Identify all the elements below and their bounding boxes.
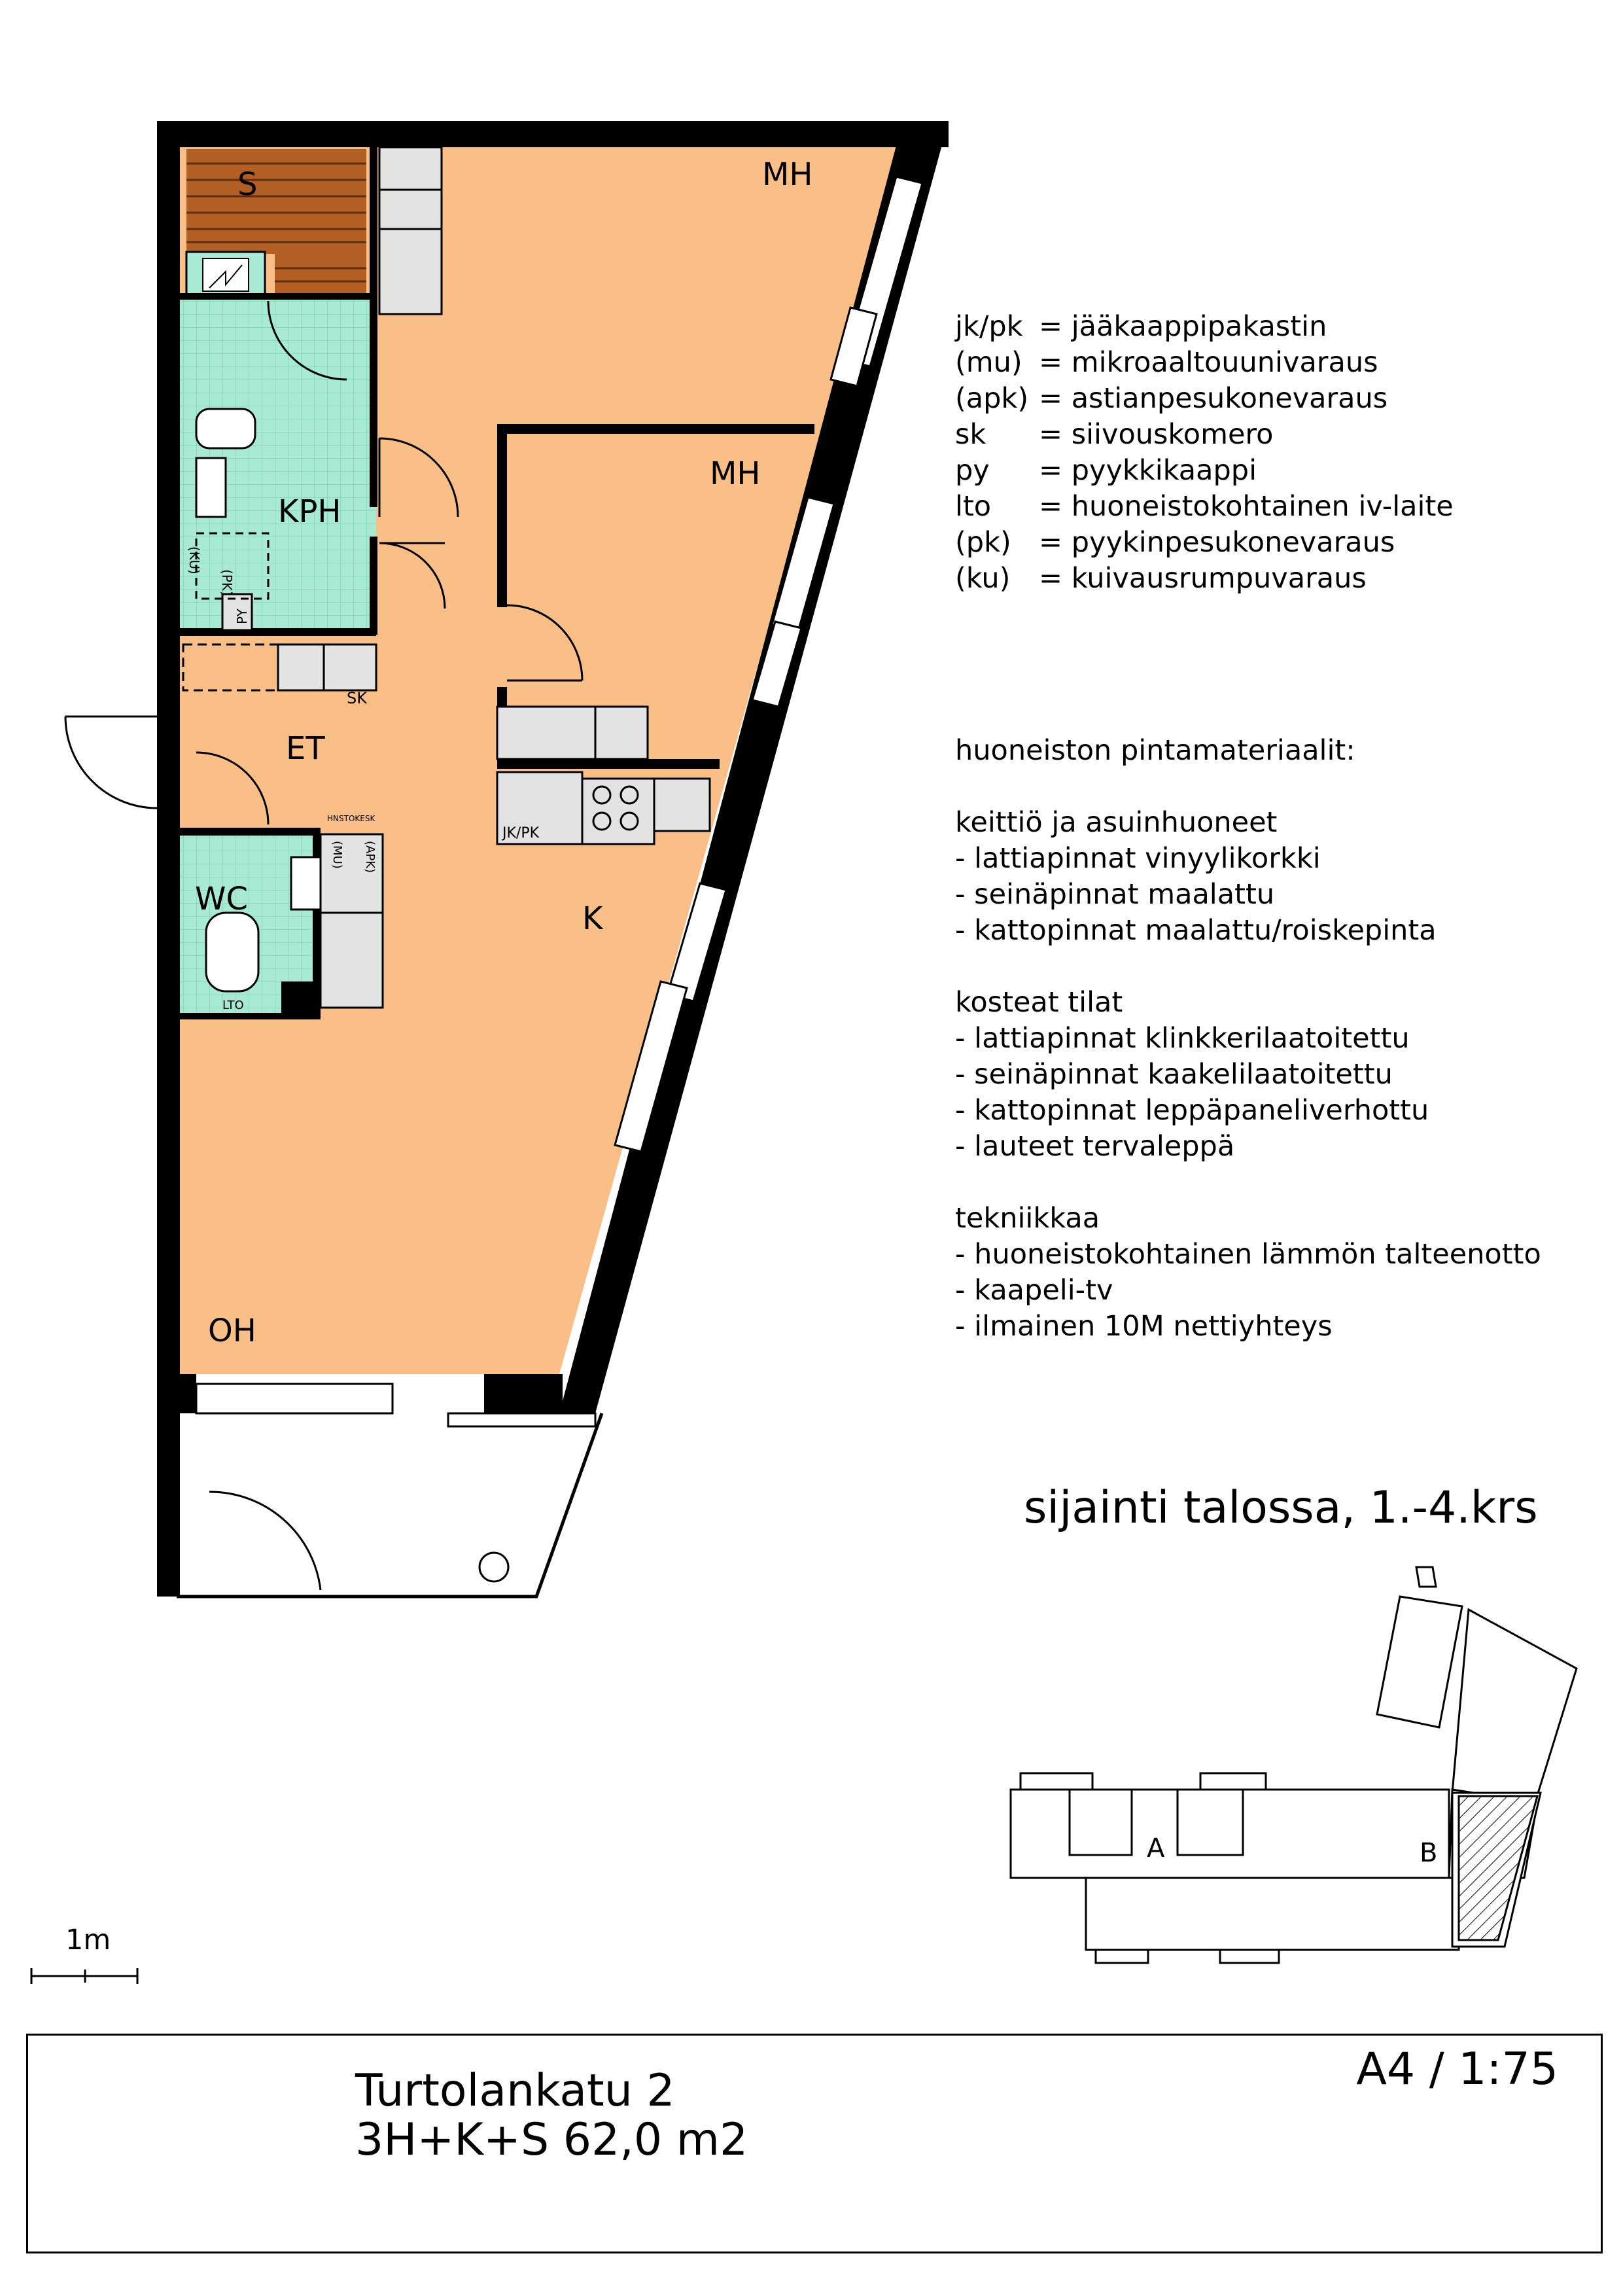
scale-bar-label: 1m <box>65 1924 111 1956</box>
material-section-title: keittiö ja asuinhuoneet <box>955 806 1278 839</box>
abbreviation-legend <box>955 309 1544 597</box>
key-plan-stair-b: B <box>1420 1838 1438 1868</box>
surface-materials <box>955 733 1544 1381</box>
abbreviation-key: jk/pk <box>955 310 1023 343</box>
abbreviation-key: (pk) <box>955 526 1011 559</box>
material-item: - seinäpinnat kaakelilaatoitettu <box>955 1058 1393 1091</box>
material-section <box>955 1201 1544 1345</box>
abbreviation-row <box>955 489 1544 525</box>
fixture-label-jkpk: JK/PK <box>502 825 540 841</box>
material-item: - kattopinnat maalattu/roiskepinta <box>955 914 1437 947</box>
material-item: - seinäpinnat maalattu <box>955 878 1275 911</box>
apartment-type: 3H+K+S 62,0 m2 <box>355 2114 748 2166</box>
address: Turtolankatu 2 <box>355 2065 675 2117</box>
paper-scale: A4 / 1:75 <box>1356 2043 1558 2095</box>
abbreviation-row <box>955 345 1544 381</box>
abbreviation-row <box>955 381 1544 417</box>
key-plan-stair-a: A <box>1147 1833 1165 1863</box>
abbreviation-value: = mikroaaltouunivaraus <box>1039 346 1378 379</box>
abbreviation-key: lto <box>955 490 992 523</box>
fixture-label-py: PY <box>234 609 250 624</box>
material-item: - lattiapinnat klinkkerilaatoitettu <box>955 1022 1410 1055</box>
title-block <box>26 2034 1603 2253</box>
abbreviation-value: = pyykinpesukonevaraus <box>1039 526 1395 559</box>
abbreviation-value: = huoneistokohtainen iv-laite <box>1039 490 1454 523</box>
room-label-bedroom-2: MH <box>710 455 761 492</box>
material-item: - lauteet tervaleppä <box>955 1130 1235 1163</box>
room-label-bedroom-1: MH <box>762 156 813 193</box>
abbreviation-key: py <box>955 454 990 487</box>
room-label-sauna: S <box>237 166 258 203</box>
material-section-title: kosteat tilat <box>955 986 1123 1019</box>
material-section <box>955 985 1544 1165</box>
abbreviation-row <box>955 561 1544 597</box>
abbreviation-value: = siivouskomero <box>1039 418 1274 451</box>
abbreviation-row <box>955 453 1544 489</box>
fixture-label-ku: (KU) <box>186 546 202 574</box>
fixture-label-sk: SK <box>347 689 367 707</box>
fixture-label-apk: (APK) <box>363 841 377 874</box>
material-item: - kaapeli-tv <box>955 1274 1113 1307</box>
abbreviation-key: (ku) <box>955 562 1011 595</box>
fixture-label-hnstokesk: HNSTOKESK <box>327 814 375 823</box>
abbreviation-value: = pyykkikaappi <box>1039 454 1257 487</box>
abbreviation-key: (mu) <box>955 346 1022 379</box>
fixture-label-pk: (PK) <box>219 569 235 596</box>
material-item: - kattopinnat leppäpaneliverhottu <box>955 1094 1429 1127</box>
room-label-toilet: WC <box>195 881 248 917</box>
room-label-kitchen: K <box>582 900 603 937</box>
abbreviation-key: (apk) <box>955 382 1029 415</box>
abbreviation-key: sk <box>955 418 986 451</box>
fixture-label-mu: (MU) <box>330 841 344 869</box>
scale-bar <box>31 1968 137 1984</box>
room-label-bathroom: KPH <box>278 493 341 530</box>
abbreviation-value: = jääkaappipakastin <box>1039 310 1327 343</box>
abbreviation-value: = kuivausrumpuvaraus <box>1039 562 1367 595</box>
materials-heading: huoneiston pintamateriaalit: <box>955 734 1355 767</box>
key-plan <box>1011 1567 1577 1963</box>
material-item: - huoneistokohtainen lämmön talteenotto <box>955 1238 1541 1271</box>
balcony-drain-icon <box>480 1553 508 1581</box>
location-title: sijainti talossa, 1.-4.krs <box>1024 1482 1538 1534</box>
sauna-stove-icon <box>186 252 265 298</box>
room-label-living-room: OH <box>208 1313 256 1349</box>
material-section <box>955 805 1544 949</box>
material-item: - lattiapinnat vinyylikorkki <box>955 842 1321 875</box>
abbreviation-row <box>955 309 1544 345</box>
room-label-entrance: ET <box>286 730 325 767</box>
abbreviation-row <box>955 525 1544 561</box>
fixture-label-lto: LTO <box>222 998 244 1012</box>
material-section-title: tekniikkaa <box>955 1202 1100 1235</box>
abbreviation-row <box>955 417 1544 453</box>
material-item: - ilmainen 10M nettiyhteys <box>955 1310 1333 1343</box>
abbreviation-value: = astianpesukonevaraus <box>1039 382 1388 415</box>
